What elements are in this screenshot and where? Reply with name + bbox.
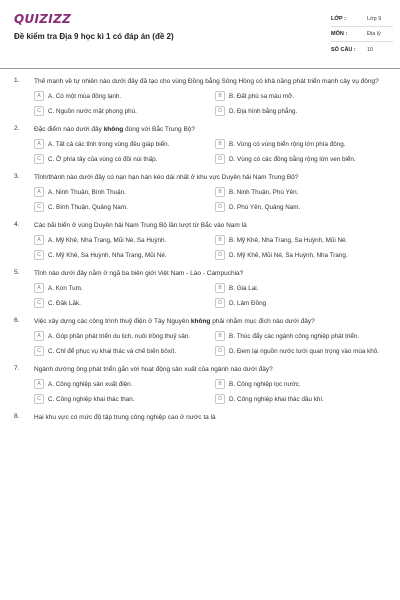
option-letter-box[interactable]: C (34, 298, 44, 308)
question-text-part: Thế mạnh về tự nhiên nào dưới đây đã tạo cho vùng Đồng bằng Sông Hồng có khả năng phát triển mạnh cây vụ đông? (34, 78, 379, 85)
question-item (0, 269, 400, 308)
option-letter-box[interactable]: A (34, 283, 44, 293)
answer-option-b[interactable] (215, 380, 396, 389)
option-letter-box[interactable]: B (215, 187, 225, 197)
answer-options (34, 284, 386, 308)
option-text: A. Công nghiệp sản xuất điện. (48, 380, 133, 388)
option-letter-box[interactable]: C (34, 394, 44, 404)
answer-option-b[interactable] (215, 284, 396, 293)
question-number: 5. (14, 269, 20, 276)
question-text-part: đúng với Bắc Trung Bộ? (123, 126, 196, 133)
question-text-part: Các bãi biển ở vùng Duyên hải Nam Trung Bộ lần lượt từ Bắc vào Nam là (34, 222, 247, 229)
answer-option-b[interactable] (215, 332, 396, 341)
question-text-part: Tỉnh nào dưới đây nằm ở ngã ba biên giới Việt Nam - Lào - Campuchia? (34, 270, 244, 277)
question-number: 1. (14, 77, 20, 84)
meta-value: Địa lý (367, 31, 381, 37)
option-letter-box[interactable]: D (215, 394, 225, 404)
option-letter-box[interactable]: B (215, 331, 225, 341)
answer-option-d[interactable] (215, 395, 396, 404)
option-text: A. Tất cả các tỉnh trong vùng đều giáp biển. (48, 140, 170, 148)
question-number: 4. (14, 221, 20, 228)
option-text: D. Địa hình bằng phẳng. (229, 107, 298, 115)
option-letter-box[interactable]: A (34, 379, 44, 389)
answer-option-d[interactable] (215, 203, 396, 212)
question-text (34, 317, 386, 326)
option-text: C. Đăk Lăk. (48, 299, 81, 307)
option-text: A. Kon Tum. (48, 284, 83, 292)
question-text (34, 173, 386, 182)
option-letter-box[interactable]: B (215, 235, 225, 245)
answer-option-b[interactable] (215, 236, 396, 245)
worksheet-meta-table (331, 12, 393, 57)
question-text (34, 269, 386, 278)
question-number: 6. (14, 317, 20, 324)
option-letter-box[interactable]: A (34, 187, 44, 197)
answer-options (34, 140, 386, 164)
option-text: D. Vùng có các đồng bằng rộng lớn ven biển. (229, 155, 356, 163)
answer-option-a[interactable] (34, 332, 215, 341)
answer-option-a[interactable] (34, 92, 215, 101)
answer-option-c[interactable] (34, 395, 215, 404)
quizizz-logo: QUIZIZZ (14, 12, 72, 26)
option-text: D. Công nghiệp khai thác dầu khí. (229, 395, 324, 403)
option-letter-box[interactable]: D (215, 202, 225, 212)
answer-option-d[interactable] (215, 107, 396, 116)
option-text: B. Vùng có vùng biển rộng lớn phía đông. (229, 140, 346, 148)
header-divider (0, 68, 400, 69)
option-letter-box[interactable]: D (215, 250, 225, 260)
question-text (34, 413, 386, 422)
question-number: 3. (14, 173, 20, 180)
answer-option-a[interactable] (34, 188, 215, 197)
meta-value: Lớp 9 (367, 16, 382, 22)
answer-option-a[interactable] (34, 140, 215, 149)
question-text-part: Ngành dường ông phát triển gắn với hoạt động sản xuất của ngành nào dưới đây? (34, 366, 273, 373)
option-letter-box[interactable]: D (215, 106, 225, 116)
meta-value: 10 (367, 46, 374, 53)
option-text: D. Đem lại nguồn nước tưới quan trọng vào mùa khô. (229, 347, 380, 355)
question-number: 8. (14, 413, 20, 420)
question-number: 2. (14, 125, 20, 132)
meta-row-subject (331, 27, 393, 42)
option-text: C. Công nghiệp khai thác than. (48, 395, 135, 403)
option-text: B. Gia Lai. (229, 284, 259, 292)
worksheet-header (0, 0, 400, 68)
question-text-part: Việc xây dựng các công trình thuỷ điện ở Tây Nguyên (34, 318, 191, 325)
answer-option-c[interactable] (34, 155, 215, 164)
option-text: D. Phú Yên, Quảng Nam. (229, 203, 301, 211)
question-text-part: phải nhằm mục đích nào dưới đây? (210, 318, 315, 325)
question-text-part: Đặc điểm nào dưới đây (34, 126, 104, 133)
answer-option-a[interactable] (34, 236, 215, 245)
answer-option-d[interactable] (215, 155, 396, 164)
option-text: D. Mỹ Khê, Mũi Né, Sa Huỳnh, Nha Trang. (229, 251, 348, 259)
answer-option-a[interactable] (34, 284, 215, 293)
question-text-part: Tỉnh/thành nào dưới đây có nạn hạn hán kéo dài nhất ở khu vực Duyên hải Nam Trung Bộ? (34, 174, 299, 181)
option-text: C. Bình Thuận, Quảng Nam. (48, 203, 128, 211)
question-item (0, 173, 400, 212)
question-text (34, 221, 386, 230)
option-letter-box[interactable]: C (34, 346, 44, 356)
answer-option-c[interactable] (34, 251, 215, 260)
option-letter-box[interactable]: A (34, 235, 44, 245)
question-item (0, 413, 400, 422)
option-letter-box[interactable]: B (215, 379, 225, 389)
option-text: A. Có một mùa đông lạnh. (48, 92, 122, 100)
option-text: D. Lâm Đồng (229, 299, 267, 307)
option-text: C. Nguồn nước mặt phong phú. (48, 107, 137, 115)
question-item (0, 77, 400, 116)
question-text (34, 365, 386, 374)
option-letter-box[interactable]: A (34, 139, 44, 149)
option-letter-box[interactable]: D (215, 154, 225, 164)
meta-label: MÔN : (331, 31, 348, 37)
answer-option-c[interactable] (34, 107, 215, 116)
question-item (0, 125, 400, 164)
option-letter-box[interactable]: C (34, 250, 44, 260)
option-letter-box[interactable]: B (215, 91, 225, 101)
option-letter-box[interactable]: A (34, 91, 44, 101)
question-text-part: Hai khu vực có mức độ tập trung công nghiệp cao ở nước ta là (34, 414, 216, 421)
option-text: B. Đất phù sa màu mỡ. (229, 92, 295, 100)
meta-row-question-count (331, 42, 393, 57)
option-text: B. Ninh Thuận, Phú Yên. (229, 188, 299, 196)
answer-option-c[interactable] (34, 347, 215, 356)
option-text: C. Ở phía tây của vùng có đồi núi thấp. (48, 155, 158, 163)
answer-option-b[interactable] (215, 140, 396, 149)
option-letter-box[interactable]: D (215, 346, 225, 356)
option-text: C. Chỉ để phục vụ khai thác và chế biến bôxít. (48, 347, 177, 355)
answer-options (34, 236, 386, 260)
answer-option-a[interactable] (34, 380, 215, 389)
answer-option-d[interactable] (215, 299, 396, 308)
question-item (0, 317, 400, 356)
option-text: C. Mỹ Khê, Sa Huỳnh, Nha Trang, Mũi Né. (48, 251, 167, 259)
option-text: B. Công nghiệp lọc nước. (229, 380, 301, 388)
option-text: A. Góp phần phát triển du lịch, nuôi trồng thuỷ sản. (48, 332, 191, 340)
answer-option-d[interactable] (215, 347, 396, 356)
option-letter-box[interactable]: B (215, 283, 225, 293)
question-item (0, 221, 400, 260)
answer-options (34, 188, 386, 212)
question-item (0, 365, 400, 404)
answer-options (34, 380, 386, 404)
meta-label: LỚP : (331, 16, 346, 22)
answer-option-c[interactable] (34, 299, 215, 308)
option-text: A. Ninh Thuận, Bình Thuận. (48, 188, 126, 196)
answer-option-b[interactable] (215, 92, 396, 101)
question-text (34, 77, 386, 86)
question-text-emphasis: không (103, 126, 124, 133)
answer-option-b[interactable] (215, 188, 396, 197)
option-letter-box[interactable]: A (34, 331, 44, 341)
option-text: B. Mỹ Khê, Nha Trang, Sa Huỳnh, Mũi Né. (229, 236, 348, 244)
answer-option-c[interactable] (34, 203, 215, 212)
option-letter-box[interactable]: C (34, 154, 44, 164)
option-letter-box[interactable]: C (34, 106, 44, 116)
option-letter-box[interactable]: B (215, 139, 225, 149)
option-letter-box[interactable]: C (34, 202, 44, 212)
option-text: A. Mỹ Khê, Nha Trang, Mũi Né, Sa Huỳnh. (48, 236, 167, 244)
meta-label: SỐ CÂU : (331, 46, 356, 53)
question-text (34, 125, 386, 134)
meta-row-class (331, 12, 393, 27)
answer-options (34, 92, 386, 116)
answer-options (34, 332, 386, 356)
question-text-emphasis: không (190, 318, 211, 325)
worksheet-title: Đề kiểm tra Địa 9 học kì 1 có đáp án (đề 2) (14, 32, 174, 41)
option-letter-box[interactable]: D (215, 298, 225, 308)
answer-option-d[interactable] (215, 251, 396, 260)
question-number: 7. (14, 365, 20, 372)
option-text: B. Thúc đẩy các ngành công nghiệp phát triển. (229, 332, 360, 340)
question-list (0, 77, 400, 431)
